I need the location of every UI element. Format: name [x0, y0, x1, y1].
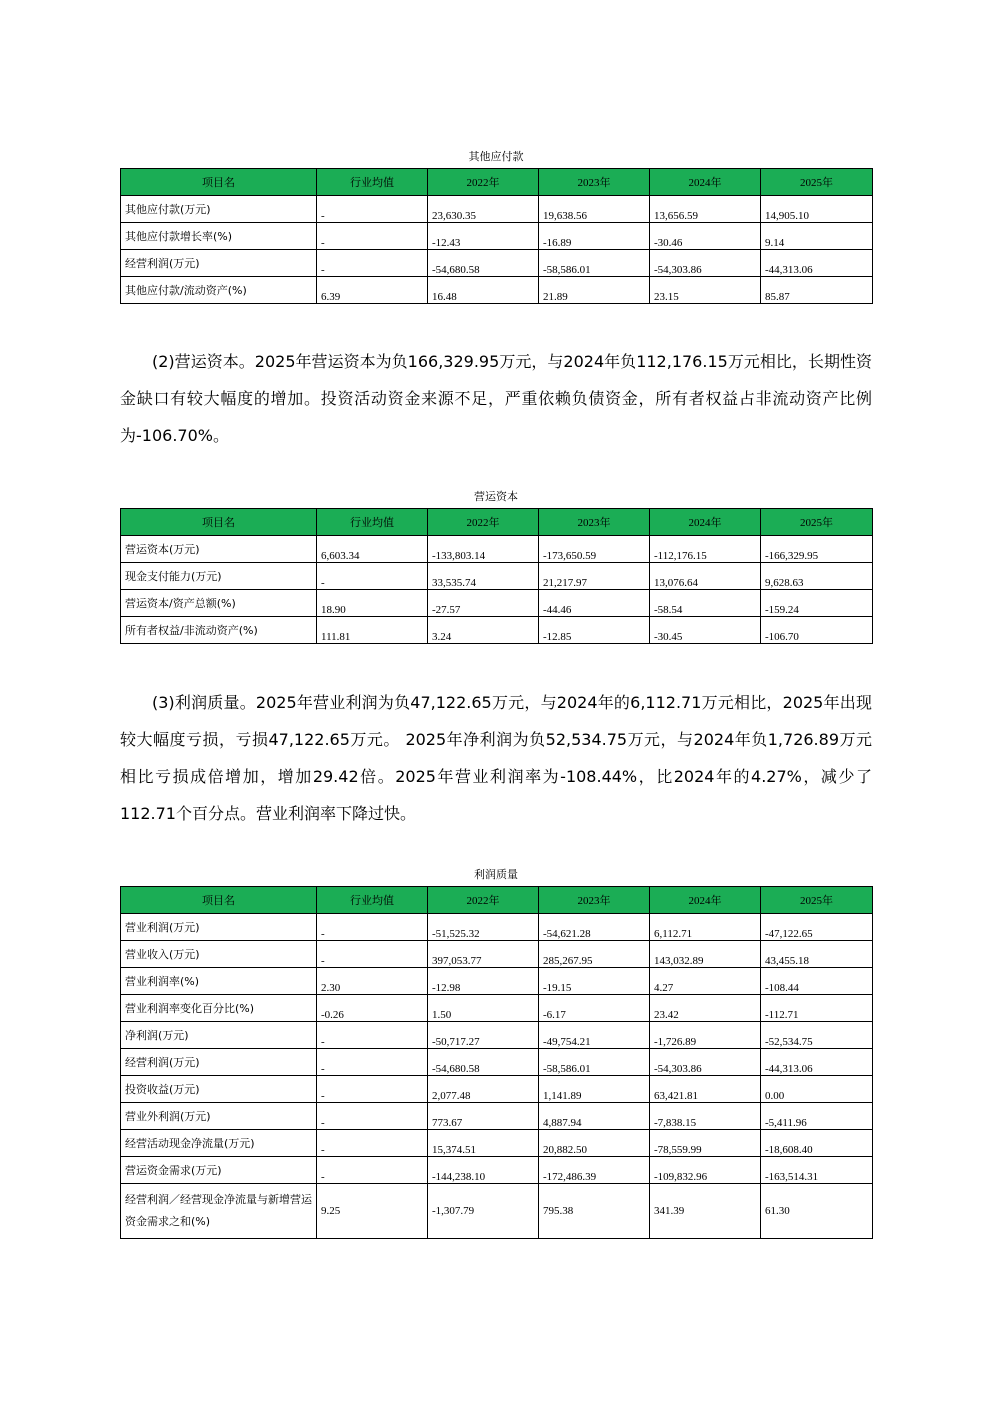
table-cell: -19.15: [539, 968, 650, 995]
table-cell: -: [317, 196, 428, 223]
row-label: 营运资本(万元): [121, 536, 317, 563]
table-cell: -173,650.59: [539, 536, 650, 563]
column-header: 2024年: [650, 169, 761, 196]
table-cell: -112.71: [761, 995, 873, 1022]
table-cell: 4,887.94: [539, 1103, 650, 1130]
column-header: 行业均值: [317, 509, 428, 536]
table-row: [121, 563, 873, 590]
table-cell: 20,882.50: [539, 1130, 650, 1157]
table-cell: -58,586.01: [539, 250, 650, 277]
table-cell: 1,141.89: [539, 1076, 650, 1103]
table-cell: -159.24: [761, 590, 873, 617]
table-title: 利润质量: [474, 868, 518, 881]
row-label: 营业外利润(万元): [121, 1103, 317, 1130]
table-row: [121, 941, 873, 968]
table-cell: 18.90: [317, 590, 428, 617]
table-cell: -52,534.75: [761, 1022, 873, 1049]
table-cell: -16.89: [539, 223, 650, 250]
column-header: 2024年: [650, 887, 761, 914]
table-cell: -106.70: [761, 617, 873, 644]
table-cell: 6.39: [317, 277, 428, 304]
column-header: 项目名: [121, 887, 317, 914]
column-header: 2022年: [428, 887, 539, 914]
table-cell: 19,638.56: [539, 196, 650, 223]
table-cell: 9.25: [317, 1184, 428, 1239]
table-cell: -27.57: [428, 590, 539, 617]
table-cell: -: [317, 563, 428, 590]
table-cell: -50,717.27: [428, 1022, 539, 1049]
table-row: [121, 277, 873, 304]
table-cell: -: [317, 250, 428, 277]
table-cell: 341.39: [650, 1184, 761, 1239]
column-header: 2023年: [539, 509, 650, 536]
table-cell: -54,303.86: [650, 1049, 761, 1076]
table-cell: -: [317, 914, 428, 941]
table-cell: 285,267.95: [539, 941, 650, 968]
table-cell: -44,313.06: [761, 1049, 873, 1076]
column-header: 行业均值: [317, 169, 428, 196]
table-cell: -109,832.96: [650, 1157, 761, 1184]
row-label: 营业利润率(%): [121, 968, 317, 995]
table-cell: -: [317, 1049, 428, 1076]
table-cell: -166,329.95: [761, 536, 873, 563]
table-cell: -44,313.06: [761, 250, 873, 277]
row-label: 经营利润(万元): [121, 1049, 317, 1076]
table-cell: 1.50: [428, 995, 539, 1022]
table-cell: -54,680.58: [428, 250, 539, 277]
row-label: 营业利润(万元): [121, 914, 317, 941]
table-cell: -144,238.10: [428, 1157, 539, 1184]
table-cell: -: [317, 1076, 428, 1103]
table-cell: 9.14: [761, 223, 873, 250]
column-header: 项目名: [121, 169, 317, 196]
table-cell: -0.26: [317, 995, 428, 1022]
table-cell: -51,525.32: [428, 914, 539, 941]
table-row: [121, 995, 873, 1022]
header-row: [121, 169, 873, 196]
paragraph-working-capital: [120, 343, 872, 454]
table-body: [121, 914, 873, 1239]
column-header: 2025年: [761, 169, 873, 196]
table-row: [121, 968, 873, 995]
table-cell: 143,032.89: [650, 941, 761, 968]
table-cell: -18,608.40: [761, 1130, 873, 1157]
row-label: 营业收入(万元): [121, 941, 317, 968]
table-row: [121, 223, 873, 250]
row-label: 现金支付能力(万元): [121, 563, 317, 590]
table-row: [121, 617, 873, 644]
table-cell: -12.98: [428, 968, 539, 995]
table-cell: -: [317, 941, 428, 968]
table-row: [121, 1022, 873, 1049]
row-label: 经营利润／经营现金净流量与新增营运资金需求之和(%): [121, 1184, 317, 1239]
row-label: 投资收益(万元): [121, 1076, 317, 1103]
table-cell: 6,603.34: [317, 536, 428, 563]
table-cell: 21.89: [539, 277, 650, 304]
table-cell: -112,176.15: [650, 536, 761, 563]
table-title: 其他应付款: [468, 150, 524, 163]
table-cell: 61.30: [761, 1184, 873, 1239]
table-cell: 111.81: [317, 617, 428, 644]
table-cell: -: [317, 1103, 428, 1130]
table-cell: 397,053.77: [428, 941, 539, 968]
table-cell: -5,411.96: [761, 1103, 873, 1130]
table-row: [121, 1076, 873, 1103]
table-cell: 16.48: [428, 277, 539, 304]
column-header: 2025年: [761, 887, 873, 914]
table-row: [121, 1103, 873, 1130]
table-cell: -: [317, 1157, 428, 1184]
table-row: [121, 250, 873, 277]
table-body: [121, 196, 873, 304]
row-label: 营运资本/资产总额(%): [121, 590, 317, 617]
table-cell: -54,621.28: [539, 914, 650, 941]
table-row: [121, 1130, 873, 1157]
table-row: [121, 914, 873, 941]
table-cell: -44.46: [539, 590, 650, 617]
table-cell: 23,630.35: [428, 196, 539, 223]
table-cell: -133,803.14: [428, 536, 539, 563]
table-row: [121, 1184, 873, 1239]
table-cell: 23.15: [650, 277, 761, 304]
table-cell: 15,374.51: [428, 1130, 539, 1157]
table-cell: 13,076.64: [650, 563, 761, 590]
row-label: 其他应付款/流动资产(%): [121, 277, 317, 304]
table-cell: 43,455.18: [761, 941, 873, 968]
table-cell: 773.67: [428, 1103, 539, 1130]
paragraph-profit-quality: [120, 684, 872, 832]
table-cell: 63,421.81: [650, 1076, 761, 1103]
table-cell: 23.42: [650, 995, 761, 1022]
working-capital-table: [120, 508, 873, 644]
row-label: 营运资金需求(万元): [121, 1157, 317, 1184]
table-cell: -12.85: [539, 617, 650, 644]
table-cell: -58.54: [650, 590, 761, 617]
column-header: 2023年: [539, 169, 650, 196]
column-header: 2025年: [761, 509, 873, 536]
table-row: [121, 1049, 873, 1076]
table-cell: -172,486.39: [539, 1157, 650, 1184]
table-cell: 2.30: [317, 968, 428, 995]
row-label: 经营利润(万元): [121, 250, 317, 277]
row-label: 净利润(万元): [121, 1022, 317, 1049]
table-body: [121, 536, 873, 644]
header-row: [121, 509, 873, 536]
table-cell: -54,303.86: [650, 250, 761, 277]
table-cell: 3.24: [428, 617, 539, 644]
table-cell: -: [317, 1130, 428, 1157]
table-cell: -12.43: [428, 223, 539, 250]
table-cell: -30.45: [650, 617, 761, 644]
table-row: [121, 536, 873, 563]
table-cell: 0.00: [761, 1076, 873, 1103]
table-cell: 21,217.97: [539, 563, 650, 590]
table-cell: -47,122.65: [761, 914, 873, 941]
column-header: 2024年: [650, 509, 761, 536]
table-cell: 13,656.59: [650, 196, 761, 223]
column-header: 项目名: [121, 509, 317, 536]
table-cell: 795.38: [539, 1184, 650, 1239]
table-cell: -163,514.31: [761, 1157, 873, 1184]
table-cell: -108.44: [761, 968, 873, 995]
table-cell: -1,307.79: [428, 1184, 539, 1239]
table-cell: 85.87: [761, 277, 873, 304]
table-cell: -7,838.15: [650, 1103, 761, 1130]
other-payables-table: [120, 168, 873, 304]
profit-quality-table: [120, 886, 873, 1239]
table-cell: -49,754.21: [539, 1022, 650, 1049]
column-header: 2022年: [428, 169, 539, 196]
table-row: [121, 1157, 873, 1184]
table-cell: 33,535.74: [428, 563, 539, 590]
header-row: [121, 887, 873, 914]
table-cell: -6.17: [539, 995, 650, 1022]
table-cell: 9,628.63: [761, 563, 873, 590]
table-cell: -58,586.01: [539, 1049, 650, 1076]
table-cell: 2,077.48: [428, 1076, 539, 1103]
column-header: 2023年: [539, 887, 650, 914]
row-label: 所有者权益/非流动资产(%): [121, 617, 317, 644]
table-cell: -: [317, 223, 428, 250]
table-cell: 4.27: [650, 968, 761, 995]
table-cell: -1,726.89: [650, 1022, 761, 1049]
paragraph-text: (2)营运资本。2025年营运资本为负166,329.95万元，与2024年负112,176.15万元相比，长期性资金缺口有较大幅度的增加。投资活动资金来源不足，严重依赖负债资金，所有者权益占非流动资产比例为-106.70%。: [120, 352, 872, 445]
row-label: 其他应付款增长率(%): [121, 223, 317, 250]
table-row: [121, 590, 873, 617]
table-cell: -: [317, 1022, 428, 1049]
column-header: 2022年: [428, 509, 539, 536]
row-label: 其他应付款(万元): [121, 196, 317, 223]
table-cell: -78,559.99: [650, 1130, 761, 1157]
column-header: 行业均值: [317, 887, 428, 914]
row-label: 营业利润率变化百分比(%): [121, 995, 317, 1022]
table-cell: -54,680.58: [428, 1049, 539, 1076]
table-title: 营运资本: [474, 490, 518, 503]
table-row: [121, 196, 873, 223]
table-cell: 14,905.10: [761, 196, 873, 223]
row-label: 经营活动现金净流量(万元): [121, 1130, 317, 1157]
table-cell: -30.46: [650, 223, 761, 250]
paragraph-text: (3)利润质量。2025年营业利润为负47,122.65万元，与2024年的6,112.71万元相比，2025年出现较大幅度亏损，亏损47,122.65万元。 2025年净利润为负52,534.75万元，与2024年负1,726.89万元相比亏损成倍增加，增加29.42倍。2025年营业利润率为-108.44%，比2024年的4.27%，减少了112.71个百分点。营业利润率下降过快。: [120, 693, 872, 823]
table-cell: 6,112.71: [650, 914, 761, 941]
